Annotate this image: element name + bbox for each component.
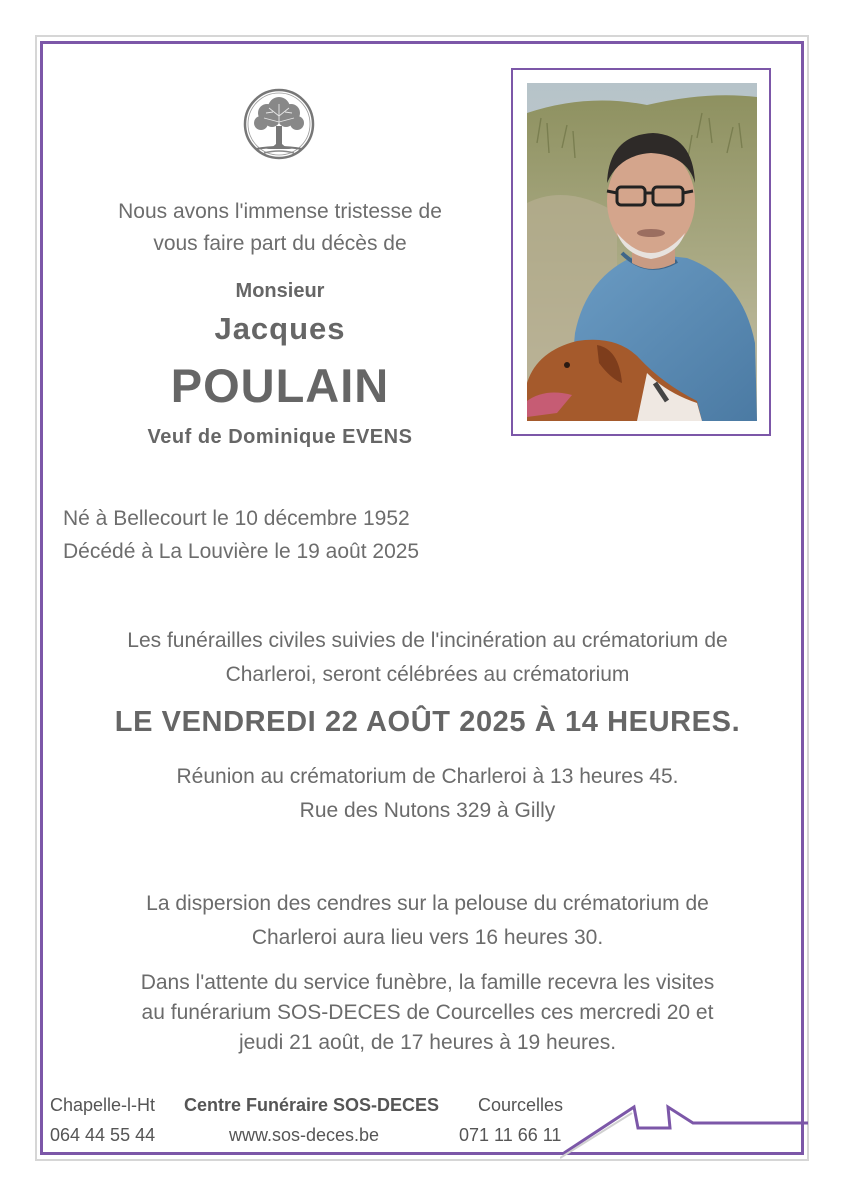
ashes-info xyxy=(60,887,795,955)
birth-line: Né à Bellecourt le 10 décembre 1952 xyxy=(63,507,410,530)
death-line: Décédé à La Louvière le 19 août 2025 xyxy=(63,540,420,563)
meeting-line: Réunion au crématorium de Charleroi à 13 heures 45. xyxy=(176,765,679,788)
footer-company: Centre Funéraire SOS-DECES xyxy=(184,1095,440,1115)
roofline-decoration xyxy=(560,1095,810,1165)
footer-left-phone: 064 44 55 44 xyxy=(50,1125,156,1145)
intro-text xyxy=(60,196,500,260)
intro-line: Nous avons l'immense tristesse de xyxy=(118,200,442,223)
ceremony-line: Charleroi, seront célébrées au crématorium xyxy=(225,663,630,686)
visits-line: jeudi 21 août, de 17 heures à 19 heures. xyxy=(238,1031,617,1054)
visits-info xyxy=(60,968,795,1058)
ashes-line: Charleroi aura lieu vers 16 heures 30. xyxy=(251,926,604,949)
footer-website[interactable]: www.sos-deces.be xyxy=(229,1125,380,1145)
ashes-line: La dispersion des cendres sur la pelouse du crématorium de xyxy=(146,892,709,915)
intro-line: vous faire part du décès de xyxy=(153,232,407,255)
ceremony-line: Les funérailles civiles suivies de l'incinération au crématorium de xyxy=(127,629,728,652)
meeting-info xyxy=(60,760,795,828)
civility: Monsieur xyxy=(235,280,325,302)
portrait-photo xyxy=(527,83,757,421)
footer-right-place: Courcelles xyxy=(478,1095,564,1115)
life-dates xyxy=(63,502,419,568)
visits-line: Dans l'attente du service funèbre, la famille recevra les visites xyxy=(140,971,715,994)
ceremony-date: LE VENDREDI 22 AOÛT 2025 À 14 HEURES. xyxy=(114,706,741,738)
first-name: Jacques xyxy=(214,311,346,346)
address-line: Rue des Nutons 329 à Gilly xyxy=(299,799,556,822)
visits-line: au funérarium SOS-DECES de Courcelles ces mercredi 20 et xyxy=(141,1001,714,1024)
relation: Veuf de Dominique EVENS xyxy=(147,426,413,448)
ceremony-intro xyxy=(60,624,795,692)
last-name: POULAIN xyxy=(170,359,390,412)
footer-right-phone: 071 11 66 11 xyxy=(459,1125,562,1145)
footer-left-place: Chapelle-l-Ht xyxy=(50,1095,156,1115)
tree-of-life-icon xyxy=(242,86,316,162)
